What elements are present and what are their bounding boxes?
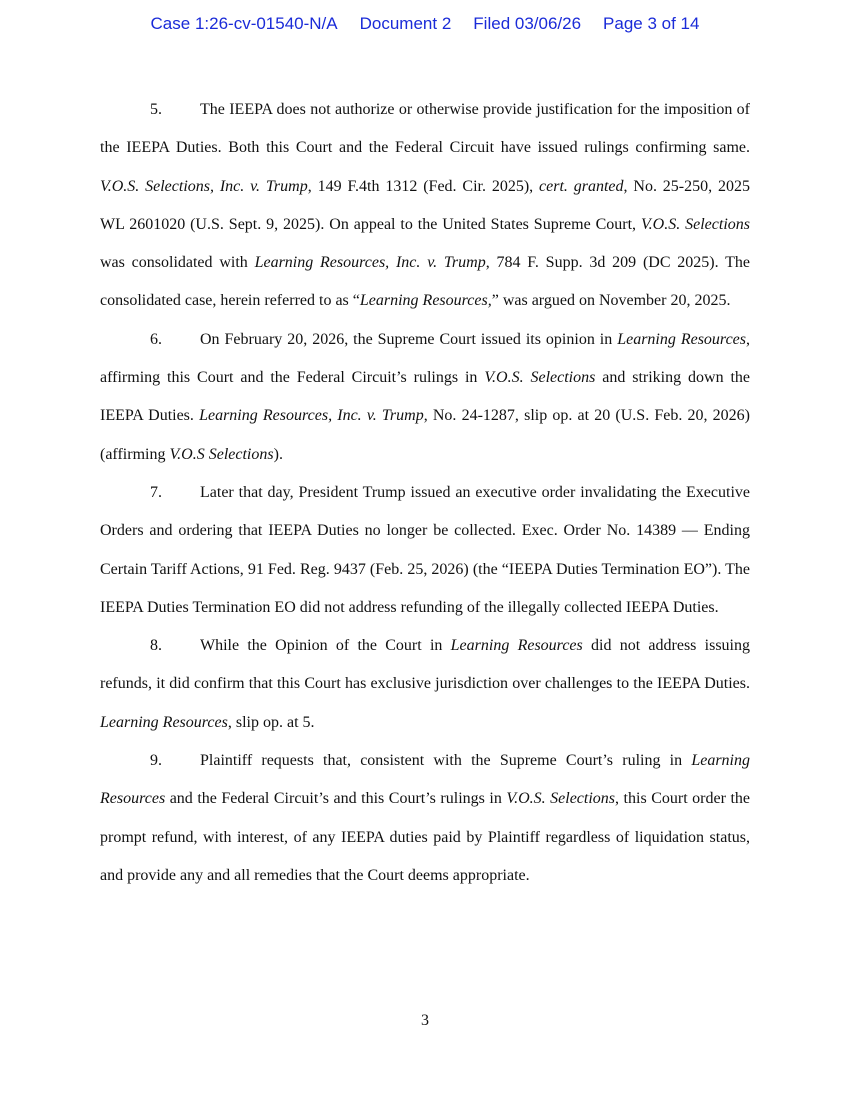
text-run: , slip op. at 5. — [227, 713, 315, 731]
page-indicator: Page 3 of 14 — [603, 14, 700, 33]
text-run: Plaintiff requests that, consistent with the Supreme Court’s ruling in — [200, 752, 692, 770]
text-run: , 149 F.4th 1312 (Fed. Cir. 2025), — [307, 177, 540, 195]
paragraph — [100, 627, 750, 742]
text-run: and the Federal Circuit’s and this Court’s rulings in — [165, 790, 507, 808]
citation-italic: Learning Resources — [450, 637, 583, 655]
paragraph-number: 7. — [150, 483, 162, 501]
text-run: did not address issuing refunds, it did confirm that this Court has exclusive jurisdiction over challenges to the IEEPA Duties. — [100, 637, 750, 693]
text-run: Later that day, President Trump issued an executive order invalidating the Executive Orders and ordering that IEEPA Duties no longer be collected. Exec. Order No. 14389 — Ending Certain Tariff Actions, 91 Fed. Reg. 9437 (Feb. 25, 2026) (the “IEEPA Duties Termination EO”). The IEEPA Duties Termination EO did not address refunding of the illegally collected IEEPA Duties. — [100, 483, 750, 616]
citation-italic: V.O.S Selections — [169, 445, 274, 463]
citation-italic: Learning Resources — [100, 713, 228, 731]
paragraph — [100, 474, 750, 627]
paragraph-number: 9. — [150, 752, 162, 770]
text-run: and striking down the IEEPA Duties. — [100, 369, 751, 425]
text-run: While the Opinion of the Court in — [200, 637, 451, 655]
paragraph — [100, 91, 750, 321]
document-body — [100, 91, 750, 895]
citation-italic: V.O.S. Selections, Inc. v. Trump — [100, 177, 308, 195]
text-run: was consolidated with — [100, 254, 255, 272]
paragraph-number: 8. — [150, 637, 162, 655]
text-run: The IEEPA does not authorize or otherwise provide justification for the imposition of the IEEPA Duties. Both this Court and the Federal Circuit have issued rulings confirming same. — [100, 101, 750, 157]
text-run: , 784 F. Supp. 3d 209 (DC 2025). The consolidated case, herein referred to as “ — [100, 254, 750, 310]
text-run: , affirming this Court and the Federal Circuit’s rulings in — [100, 330, 750, 387]
paragraph-number: 6. — [150, 330, 162, 348]
paragraph-text — [100, 101, 750, 309]
paragraph-number: 5. — [150, 101, 162, 118]
citation-italic: Learning Resources, Inc. v. Trump — [254, 254, 486, 272]
paragraph — [100, 321, 750, 474]
text-run: On February 20, 2026, the Supreme Court issued its opinion in — [200, 330, 618, 348]
text-run: ). — [273, 445, 283, 463]
ecf-header — [0, 14, 850, 34]
case-number: Case 1:26-cv-01540-N/A — [150, 14, 338, 33]
citation-italic: Learning Resources — [617, 330, 746, 348]
text-run: , this Court order the prompt refund, with interest, of any IEEPA duties paid by Plaintiff regardless of liquidation status, and provide any and all remedies that the Court deems appropriate. — [100, 790, 750, 884]
citation-italic: Learning Resources, — [359, 292, 492, 310]
paragraph — [100, 742, 750, 895]
citation-italic: V.O.S. Selections — [506, 790, 616, 808]
text-run: ” was argued on November 20, 2025. — [491, 292, 731, 310]
citation-italic: V.O.S. Selections — [484, 369, 596, 387]
page-number: 3 — [421, 1012, 429, 1029]
text-run: , No. 24-1287, slip op. at 20 (U.S. Feb. 20, 2026) (affirming — [100, 407, 751, 463]
citation-italic: Learning Resources, Inc. v. Trump — [199, 407, 424, 425]
text-run: , No. 25-250, 2025 WL 2601020 (U.S. Sept. 9, 2025). On appeal to the United States Supreme Court, — [100, 177, 750, 233]
citation-italic: cert. granted — [539, 177, 624, 195]
filed-date: Filed 03/06/26 — [473, 14, 582, 33]
document-number: Document 2 — [359, 14, 452, 33]
citation-italic: V.O.S. Selections — [640, 215, 750, 233]
citation-italic: Learning Resources — [100, 752, 750, 808]
